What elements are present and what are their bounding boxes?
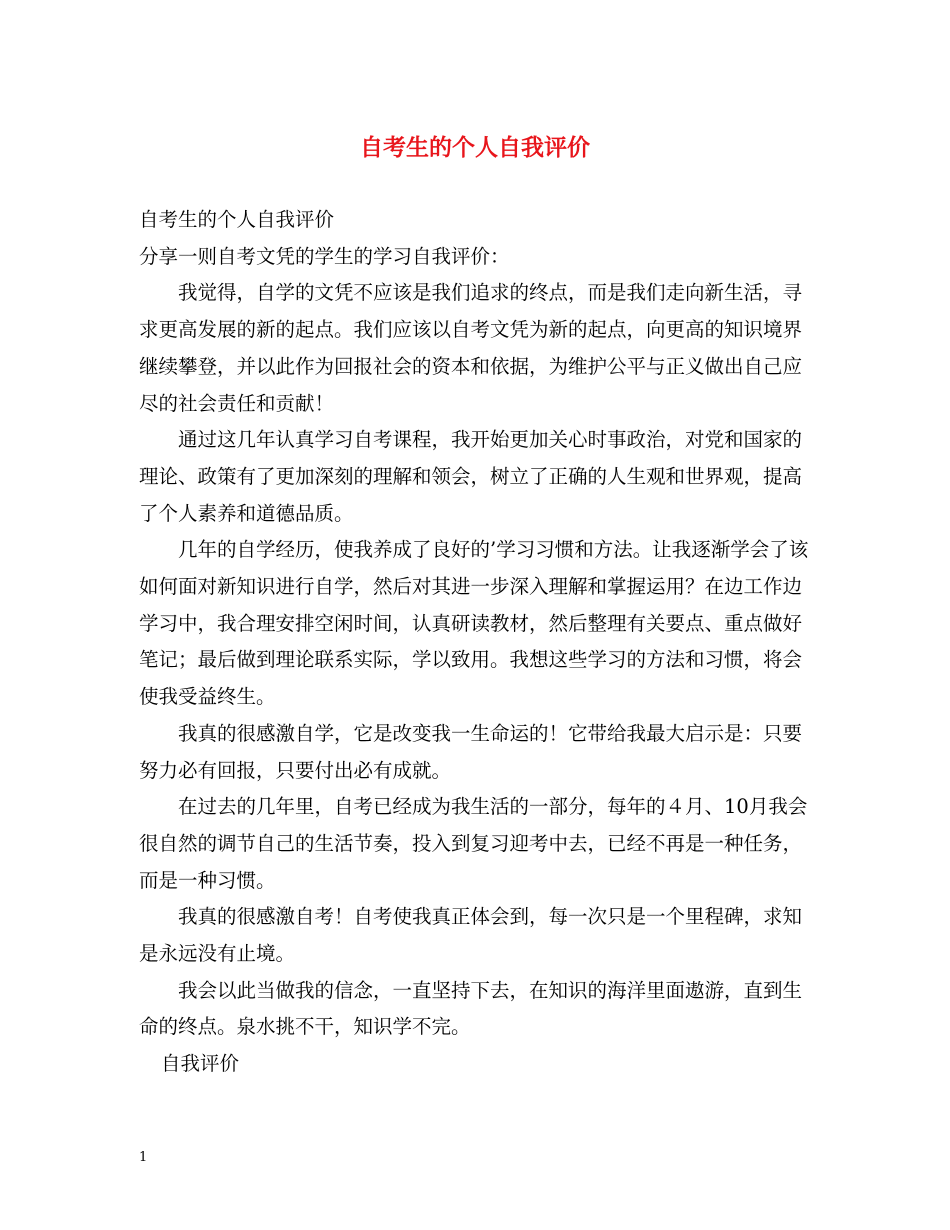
paragraph-2: 通过这几年认真学习自考课程，我开始更加关心时事政治，对党和国家的理论、政策有了更加深刻的理解和领会，树立了正确的人生观和世界观，提高了个人素养和道德品质。 [139, 428, 803, 525]
page-number: 1 [139, 1150, 148, 1165]
paragraph-7: 我会以此当做我的信念，一直坚持下去，在知识的海洋里面遨游，直到生命的终点。泉水挑不干，知识学不完。 [139, 978, 803, 1039]
paragraph-3: 几年的自学经历，使我养成了良好的’学习习惯和方法。让我逐渐学会了该如何面对新知识进行自学，然后对其进一步深入理解和掌握运用？在边工作边学习中，我合理安排空闲时间，认真研读教材，然后整理有关要点、重点做好笔记；最后做到理论联系实际，学以致用。我想这些学习的方法和习惯，将会使我受益终生。 [139, 538, 809, 709]
paragraph-5: 在过去的几年里，自考已经成为我生活的一部分，每年的４月、10月我会很自然的调节自己的生活节奏，投入到复习迎考中去，已经不再是一种任务，而是一种习惯。 [139, 795, 808, 892]
paragraph-6: 我真的很感激自考！自考使我真正体会到，每一次只是一个里程碑，求知是永远没有止境。 [139, 905, 803, 966]
body-subtitle: 自考生的个人自我评价 [139, 208, 335, 231]
body-intro: 分享一则自考文凭的学生的学习自我评价： [139, 244, 510, 268]
document-title: 自考生的个人自我评价 [360, 134, 590, 161]
paragraph-1: 我觉得，自学的文凭不应该是我们追求的终点，而是我们走向新生活，寻求更高发展的新的起点。我们应该以自考文凭为新的起点，向更高的知识境界继续攀登，并以此作为回报社会的资本和依据，为维护公平与正义做出自己应尽的社会责任和贡献！ [139, 281, 803, 415]
trailer-text: 自我评价 [161, 1052, 240, 1076]
paragraph-4: 我真的很感激自学，它是改变我一生命运的！它带给我最大启示是：只要努力必有回报，只要付出必有成就。 [139, 721, 803, 782]
document-body [139, 202, 815, 1083]
